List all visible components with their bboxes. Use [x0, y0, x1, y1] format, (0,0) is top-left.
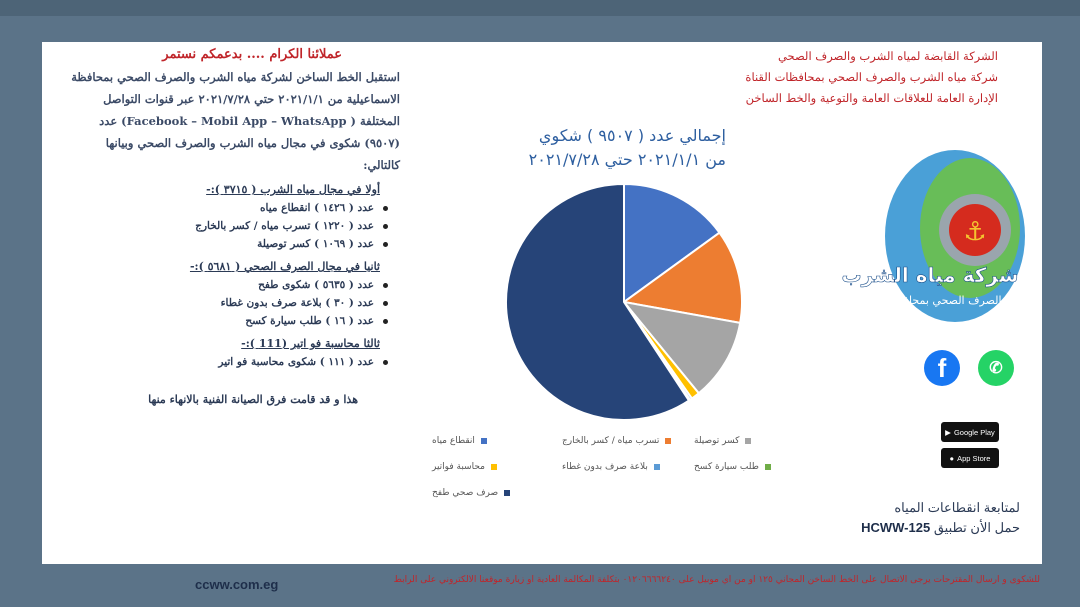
header-line-2: شركة مياه الشرب والصرف الصحي بمحافظات القناة: [745, 70, 998, 84]
footer-bar: [0, 565, 1080, 607]
header-line-1: الشركة القابضة لمياه الشرب والصرف الصحي: [777, 49, 998, 63]
google-play-label: Google Play: [953, 427, 995, 437]
legend-swatch: [745, 438, 751, 444]
legend-swatch: [491, 464, 497, 470]
legend-item: [432, 436, 487, 446]
chart-title-block: [498, 124, 726, 172]
logo-name-line2: والصرف الصحي بمحافظات القناة: [853, 294, 1007, 307]
legend-label: صرف صحي طفح: [432, 488, 499, 498]
app-name: HCWW-125: [861, 520, 931, 535]
greeting: عملائنا الكرام .... بدعمكم نستمر: [162, 47, 342, 62]
app-store-label: App Store: [957, 453, 991, 463]
legend-swatch: [654, 464, 660, 470]
legend-label: كسر توصيلة: [694, 436, 740, 446]
list-item: عدد ( ١١١ ) شكوى محاسبة فو اتير: [70, 353, 374, 371]
section-title-water: أولا في مجال مياه الشرب ( ٣٧١٥ ):-: [206, 183, 380, 196]
legend-item: [432, 488, 510, 498]
sewage-items-list: [70, 276, 400, 330]
legend-item: [562, 462, 660, 472]
intro-paragraph: استقبل الخط الساخن لشركة مياه الشرب والصرف الصحي بمحافظة الاسماعيلية من ٢٠٢١/١/١ حتي ٢٠٢١/٧/٢٨ عبر قنوات التواصل المختلفة ( Facebook – Mobil App – WhatsApp) عدد (٩٥٠٧) شكوى في مجال مياه الشرب والصرف الصحي وبيانها كالتالي:: [71, 70, 400, 172]
complaints-summary: [70, 44, 400, 406]
legend-item: [432, 462, 497, 472]
list-item: عدد ( ١٤٢٦ ) انقطاع مياه: [70, 199, 374, 217]
company-header: [698, 46, 998, 109]
app-promo-cta: حمل الأن تطبيق: [933, 520, 1020, 535]
legend-item: [694, 436, 751, 446]
section-title-sewage: ثانيا في مجال الصرف الصحي ( ٥٦٨١ ):-: [189, 260, 380, 273]
footer-url[interactable]: ccww.com.eg: [195, 577, 279, 592]
legend-label: بلاعة صرف بدون غطاء: [562, 462, 648, 472]
water-items-list: [70, 199, 400, 253]
legend-swatch: [765, 464, 771, 470]
apple-icon: ●: [949, 453, 955, 463]
facebook-icon[interactable]: f: [924, 350, 960, 386]
google-play-badge[interactable]: [941, 422, 999, 442]
legend-swatch: [504, 490, 510, 496]
closing-note: هذا و قد قامت فرق الصيانة الفنية بالانهاء منها: [148, 393, 358, 406]
app-promo-line2: [820, 518, 1020, 538]
app-promo: [820, 498, 1020, 538]
legend-item: [562, 436, 671, 446]
chart-subtitle: من ٢٠٢١/١/١ حتي ٢٠٢١/٧/٢٨: [528, 150, 726, 169]
legend-swatch: [481, 438, 487, 444]
company-logo: [830, 148, 1030, 326]
legend-label: محاسبة فواتير: [432, 462, 485, 472]
top-strip: [0, 0, 1080, 16]
list-item: عدد ( ١٠٦٩ ) كسر توصيلة: [70, 235, 374, 253]
svg-text:⚓: ⚓: [963, 217, 987, 247]
legend-item: [694, 462, 771, 472]
footer-contact-text: للشكوى و ارسال المقترحات يرجى الاتصال على الخط الساخن المجاني ١٢٥ أو من أي موبيل على ٠١٢٠٦٦٦٦٢٤٠ بتكلفة المكالمة العادية أو زيارة موقعنا الالكتروني على الرابط: [393, 575, 1040, 585]
header-line-3: الإدارة العامة للعلاقات العامة والتوعية والخط الساخن: [745, 91, 998, 105]
section-title-billing: ثالثا محاسبة فو اتير (111 ):-: [241, 337, 380, 350]
legend-label: تسرب مياه / كسر بالخارج: [562, 436, 660, 446]
list-item: عدد ( ٣٠ ) بلاعة صرف بدون غطاء: [70, 294, 374, 312]
legend-label: انقطاع مياه: [432, 436, 475, 446]
app-promo-line1: لمتابعة انقطاعات المياه: [894, 500, 1020, 515]
legend-label: طلب سيارة كسح: [694, 462, 759, 472]
logo-name-line1: شركة مياه الشرب: [841, 263, 1019, 287]
whatsapp-icon[interactable]: ✆: [978, 350, 1014, 386]
google-play-icon: ▶: [945, 427, 951, 437]
list-item: عدد ( ٥٦٣٥ ) شكوى طفح: [70, 276, 374, 294]
list-item: عدد ( ١٢٢٠ ) تسرب مياه / كسر بالخارج: [70, 217, 374, 235]
list-item: عدد ( ١٦ ) طلب سيارة كسح: [70, 312, 374, 330]
legend-swatch: [665, 438, 671, 444]
app-store-badge[interactable]: [941, 448, 999, 468]
pie-chart: [494, 182, 754, 422]
billing-items-list: [70, 353, 400, 371]
chart-title: إجمالي عدد ( ٩٥٠٧ ) شكوي: [538, 126, 726, 145]
